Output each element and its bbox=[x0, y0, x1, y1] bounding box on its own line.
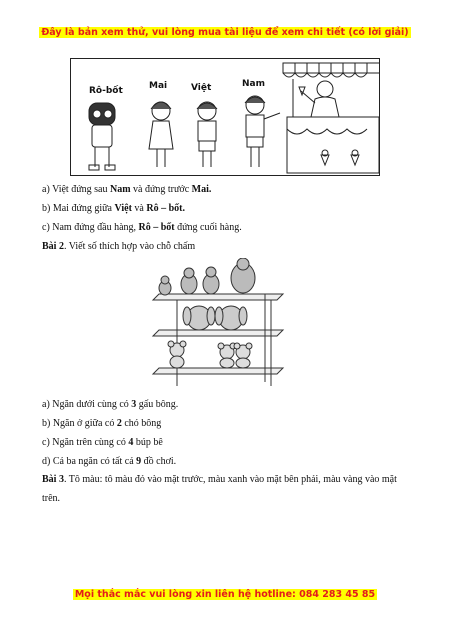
preview-notice-banner bbox=[0, 27, 450, 38]
toy-shelf-illustration bbox=[147, 258, 289, 396]
label-nam: Nam bbox=[242, 79, 265, 89]
hotline-notice-text: Mọi thắc mắc vui lòng xin liên hệ hotline: 084 283 45 85 bbox=[74, 589, 376, 600]
children-illustration bbox=[71, 59, 380, 176]
shop-stall-illustration bbox=[283, 63, 380, 173]
plush-dogs bbox=[183, 306, 247, 330]
robot-figure bbox=[89, 103, 115, 170]
mai-figure bbox=[149, 102, 173, 167]
hotline-notice-banner bbox=[0, 589, 450, 600]
ex2-item-b: b) Ngăn ở giữa có 2 chó bông bbox=[42, 418, 162, 429]
ex1-item-b: b) Mai đứng giữa Việt và Rô – bốt. bbox=[42, 203, 185, 214]
label-mai: Mai bbox=[149, 81, 168, 91]
ex2-heading: Bài 2. Viết số thích hợp vào chỗ chấm bbox=[42, 241, 196, 252]
preview-notice-text: Đây là bản xem thử, vui lòng mua tài liệu để xem chi tiết (có lời giải) bbox=[41, 27, 409, 38]
matryoshka-dolls bbox=[159, 258, 255, 295]
nam-figure bbox=[245, 96, 280, 167]
teddy-bears bbox=[168, 341, 252, 368]
viet-figure bbox=[197, 102, 217, 167]
toy-shelf-figure bbox=[147, 258, 289, 396]
children-line-figure bbox=[70, 58, 380, 176]
ex2-item-d: d) Cả ba ngăn có tất cả 9 đồ chơi. bbox=[42, 456, 177, 467]
ex3-paragraph: Bài 3. Tô màu: tô màu đỏ vào mặt trước, màu xanh vào mặt bên phải, màu vàng vào mặt trên. bbox=[42, 474, 397, 504]
ex2-item-c: c) Ngăn trên cùng có 4 búp bê bbox=[42, 437, 163, 448]
ex1-item-a: a) Việt đứng sau Nam và đứng trước Mai. bbox=[42, 184, 212, 195]
ex2-item-a: a) Ngăn dưới cùng có 3 gấu bông. bbox=[42, 399, 179, 410]
label-viet: Việt bbox=[191, 83, 212, 93]
ex1-item-c: c) Nam đứng đầu hàng, Rô – bốt đứng cuối hàng. bbox=[42, 222, 242, 233]
label-robot: Rô-bốt bbox=[89, 86, 123, 96]
